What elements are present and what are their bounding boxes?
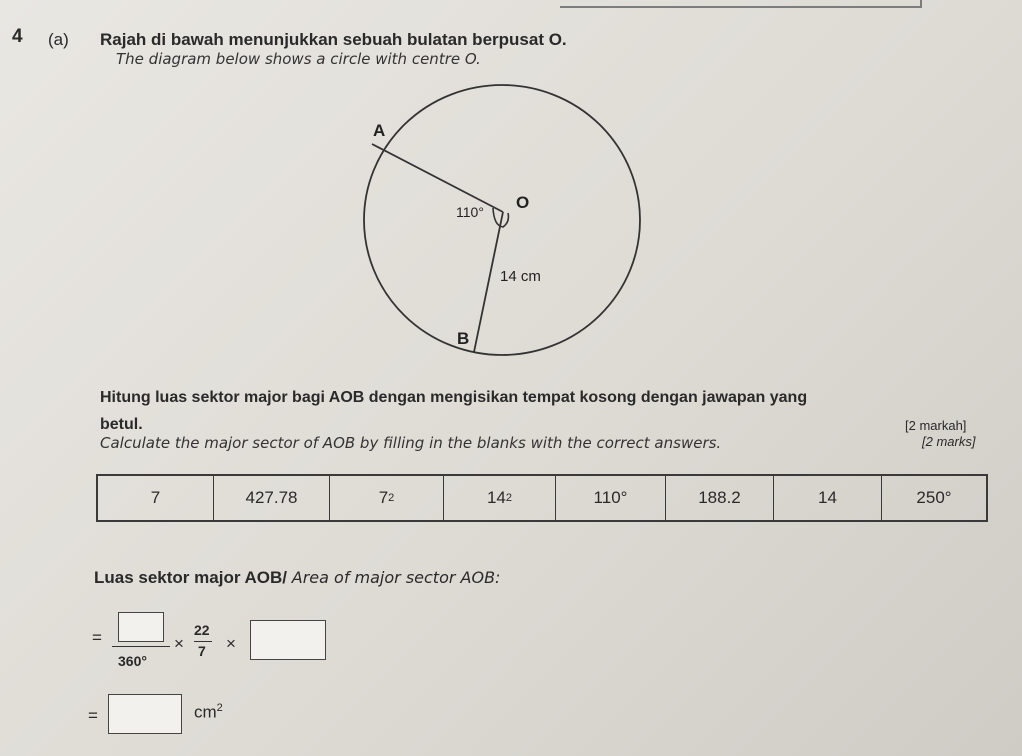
unit-exponent: 2	[216, 702, 223, 714]
unit-label	[194, 702, 223, 723]
question-number: 4	[12, 26, 23, 47]
instruction-malay-line2: betul.	[100, 416, 143, 433]
choice-cell[interactable]	[666, 476, 774, 520]
question-text-malay: Rajah di bawah menunjukkan sebuah bulatan berpusat O.	[100, 30, 567, 49]
answer-choices-table	[96, 474, 988, 522]
label-b: B	[457, 329, 470, 348]
pi-denominator: 7	[198, 643, 206, 659]
label-o: O	[516, 193, 530, 212]
working-title-english: Area of major sector AOB:	[291, 568, 501, 587]
choice-value: 110°	[593, 488, 628, 507]
working-title	[94, 568, 500, 588]
choice-value: 188.2	[698, 488, 741, 507]
label-a: A	[373, 121, 386, 140]
choice-value: 7	[150, 488, 161, 507]
marks-malay: [2 markah]	[905, 418, 967, 433]
choice-cell[interactable]	[214, 476, 330, 520]
radius-oa	[372, 144, 503, 212]
choice-value: 7	[378, 488, 389, 507]
denominator-360: 360°	[118, 653, 147, 669]
radius-label: 14 cm	[500, 268, 541, 285]
radius-squared-blank[interactable]	[250, 620, 326, 660]
equals-sign-1: =	[92, 628, 102, 647]
answer-blank[interactable]	[108, 694, 182, 734]
choice-exponent: 2	[505, 492, 513, 504]
choice-cell[interactable]	[444, 476, 556, 520]
working-title-malay: Luas sektor major AOB/	[94, 568, 292, 587]
choice-value: 14	[818, 488, 837, 507]
unit-text: cm	[194, 702, 217, 722]
equals-sign-2: =	[88, 706, 98, 725]
numerator-blank[interactable]	[118, 612, 164, 642]
pi-numerator: 22	[194, 622, 210, 638]
choice-value: 14	[486, 488, 506, 507]
times-sign-2: ×	[226, 634, 236, 653]
choice-cell[interactable]	[330, 476, 444, 520]
instruction-english: Calculate the major sector of AOB by filling in the blanks with the correct answers.	[100, 434, 722, 452]
marks-english: [2 marks]	[922, 434, 976, 449]
choice-cell[interactable]	[774, 476, 882, 520]
radius-ob	[474, 212, 503, 352]
choice-cell[interactable]	[882, 476, 986, 520]
choice-value: 250°	[916, 488, 952, 507]
choice-cell[interactable]	[556, 476, 666, 520]
pi-fraction-bar	[194, 641, 212, 642]
question-text-english: The diagram below shows a circle with centre O.	[116, 50, 481, 68]
choice-value: 427.78	[245, 488, 298, 507]
fraction-bar	[112, 646, 170, 647]
instruction-malay-line1: Hitung luas sektor major bagi AOB dengan mengisikan tempat kosong dengan jawapan yang	[100, 389, 808, 406]
choice-exponent: 2	[388, 492, 395, 504]
choice-cell[interactable]	[98, 476, 214, 520]
times-sign-1: ×	[174, 634, 184, 653]
angle-label: 110°	[456, 204, 484, 220]
question-part: (a)	[48, 30, 69, 49]
